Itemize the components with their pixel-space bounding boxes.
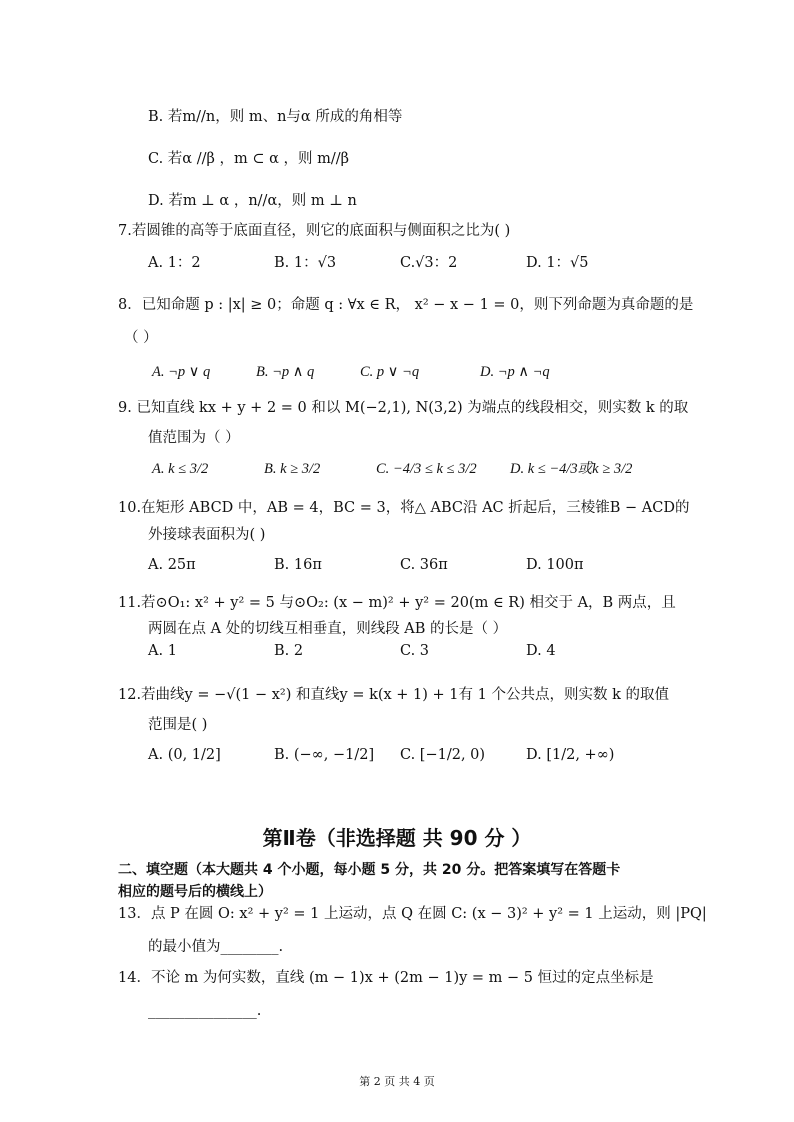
- q6-option-c: C. 若α //β ，m ⊂ α ，则 m//β: [148, 151, 349, 167]
- q6-option-b: B. 若m//n，则 m、n与α 所成的角相等: [148, 109, 403, 125]
- q9-option-c: C. −4/3 ≤ k ≤ 3/2: [376, 461, 477, 477]
- q7-stem: 7.若圆锥的高等于底面直径，则它的底面积与侧面积之比为( ): [118, 223, 511, 239]
- q11-stem-cont: 两圆在点 A 处的切线互相垂直，则线段 AB 的长是（ ）: [148, 621, 508, 637]
- q14-stem: 14．不论 m 为何实数，直线 (m − 1)x + (2m − 1)y = m − 5 恒过的定点坐标是: [118, 970, 654, 986]
- part2-title: 第Ⅱ卷（非选择题 共 90 分 ）: [262, 826, 532, 850]
- q10-stem: 10.在矩形 ABCD 中，AB = 4，BC = 3，将△ ABC沿 AC 折起后，三棱锥B − ACD的: [118, 500, 690, 516]
- q14-stem-cont: _______________.: [148, 1003, 262, 1019]
- q7-options: [148, 252, 652, 274]
- q6-option-d: D. 若m ⊥ α ，n//α，则 m ⊥ n: [148, 193, 357, 209]
- section2-heading-cont: 相应的题号后的横线上）: [118, 884, 272, 900]
- q7-option-c: C.√3：2: [400, 255, 458, 271]
- q8-stem-cont: （ ）: [124, 330, 158, 346]
- q9-options: [152, 458, 660, 480]
- q10-option-d: D. 100π: [526, 557, 584, 573]
- q8-stem: 8．已知命题 p : |x| ≥ 0；命题 q : ∀x ∈ R， x² − x − 1 = 0，则下列命题为真命题的是: [118, 297, 694, 313]
- q11-option-a: A. 1: [148, 643, 177, 659]
- q10-option-c: C. 36π: [400, 557, 448, 573]
- q12-option-d: D. [1/2, +∞): [526, 747, 615, 763]
- q9-stem-cont: 值范围为（ ）: [148, 430, 240, 446]
- q8-option-c: C. p ∨ ¬q: [360, 364, 420, 380]
- q10-options: [148, 554, 652, 576]
- q9-option-d: D. k ≤ −4/3或k ≥ 3/2: [510, 461, 633, 477]
- q10-stem-cont: 外接球表面积为( ): [148, 527, 266, 543]
- q8-option-d: D. ¬p ∧ ¬q: [480, 364, 550, 380]
- q11-option-d: D. 4: [526, 643, 556, 659]
- q7-option-b: B. 1：√3: [274, 255, 337, 271]
- q12-options: [148, 744, 652, 766]
- q13-stem-cont: 的最小值为________.: [148, 939, 284, 955]
- q8-options: [152, 361, 590, 383]
- page-footer: 第 2 页 共 4 页: [359, 1075, 435, 1088]
- q10-option-b: B. 16π: [274, 557, 322, 573]
- q12-option-c: C. [−1/2, 0): [400, 747, 486, 763]
- q12-option-b: B. (−∞, −1/2]: [274, 747, 375, 763]
- q12-option-a: A. (0, 1/2]: [148, 747, 221, 763]
- q8-option-a: A. ¬p ∨ q: [152, 364, 211, 380]
- q11-option-b: B. 2: [274, 643, 304, 659]
- q7-option-a: A. 1：2: [148, 255, 201, 271]
- section2-heading: 二、填空题（本大题共 4 个小题，每小题 5 分，共 20 分。把答案填写在答题卡: [118, 862, 621, 878]
- q9-stem: 9. 已知直线 kx + y + 2 = 0 和以 M(−2,1), N(3,2) 为端点的线段相交，则实数 k 的取: [118, 400, 689, 416]
- q7-option-d: D. 1：√5: [526, 255, 589, 271]
- q13-stem: 13．点 P 在圆 O: x² + y² = 1 上运动，点 Q 在圆 C: (x − 3)² + y² = 1 上运动，则 |PQ|: [118, 906, 707, 922]
- q11-option-c: C. 3: [400, 643, 430, 659]
- q9-option-a: A. k ≤ 3/2: [152, 461, 209, 477]
- q10-option-a: A. 25π: [148, 557, 196, 573]
- q11-options: [148, 640, 652, 662]
- q9-option-b: B. k ≥ 3/2: [264, 461, 321, 477]
- q12-stem-cont: 范围是( ): [148, 717, 208, 733]
- q12-stem: 12.若曲线y = −√(1 − x²) 和直线y = k(x + 1) + 1有 1 个公共点，则实数 k 的取值: [118, 687, 669, 703]
- q11-stem: 11.若⊙O₁: x² + y² = 5 与⊙O₂: (x − m)² + y² = 20(m ∈ R) 相交于 A，B 两点，且: [118, 595, 676, 611]
- q8-option-b: B. ¬p ∧ q: [256, 364, 315, 380]
